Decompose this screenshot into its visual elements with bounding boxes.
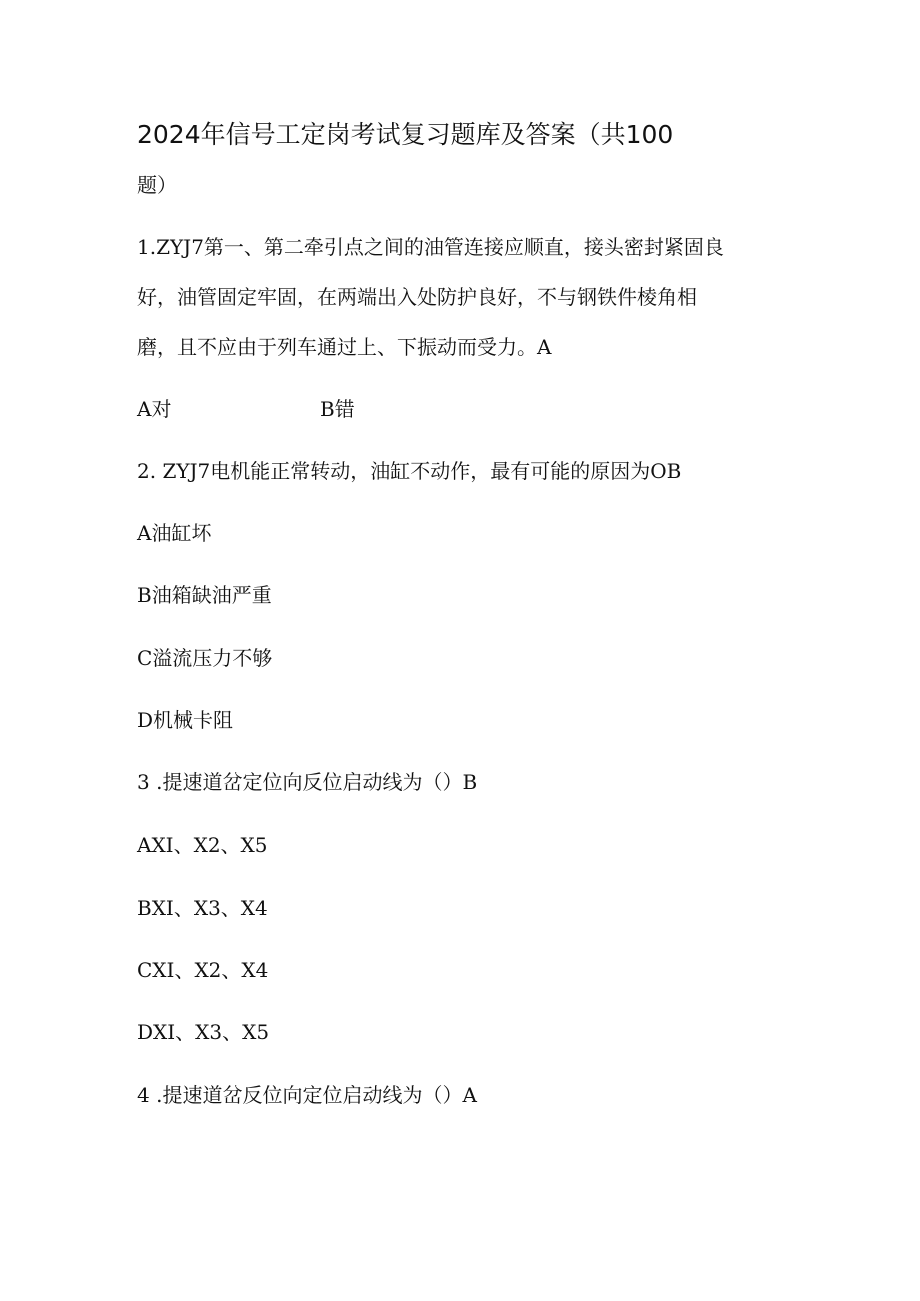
question-4-line-1: 4 .提速道岔反位向定位启动线为（）A <box>137 1083 477 1107</box>
question-1-line-3: 磨，且不应由于列车通过上、下振动而受力。A <box>137 335 552 359</box>
question-3-line-1: 3 .提速道岔定位向反位启动线为（）B <box>137 770 478 794</box>
question-1-option-a: A对 <box>137 397 172 421</box>
question-2-option-b: B油箱缺油严重 <box>137 583 272 607</box>
question-3-option-b: BXI、X3、X4 <box>137 896 268 920</box>
question-3-option-a: AXI、X2、X5 <box>137 833 268 857</box>
question-1-line-1: 1.ZYJ7第一、第二牵引点之间的油管连接应顺直，接头密封紧固良 <box>137 235 724 259</box>
question-3-option-c: CXI、X2、X4 <box>137 958 269 982</box>
question-1-option-b: B错 <box>320 397 355 421</box>
document-title-line-2: 题） <box>137 173 177 197</box>
question-2-option-c: C溢流压力不够 <box>137 646 273 670</box>
question-2-line-1: 2. ZYJ7电机能正常转动，油缸不动作，最有可能的原因为OB <box>137 459 682 483</box>
document-title-line-1: 2024年信号工定岗考试复习题库及答案（共100 <box>137 120 674 149</box>
question-3-option-d: DXI、X3、X5 <box>137 1020 270 1044</box>
question-1-line-2: 好，油管固定牢固，在两端出入处防护良好，不与钢铁件棱角相 <box>137 285 697 309</box>
question-2-option-d: D机械卡阻 <box>137 708 234 732</box>
question-2-option-a: A油缸坏 <box>137 521 212 545</box>
